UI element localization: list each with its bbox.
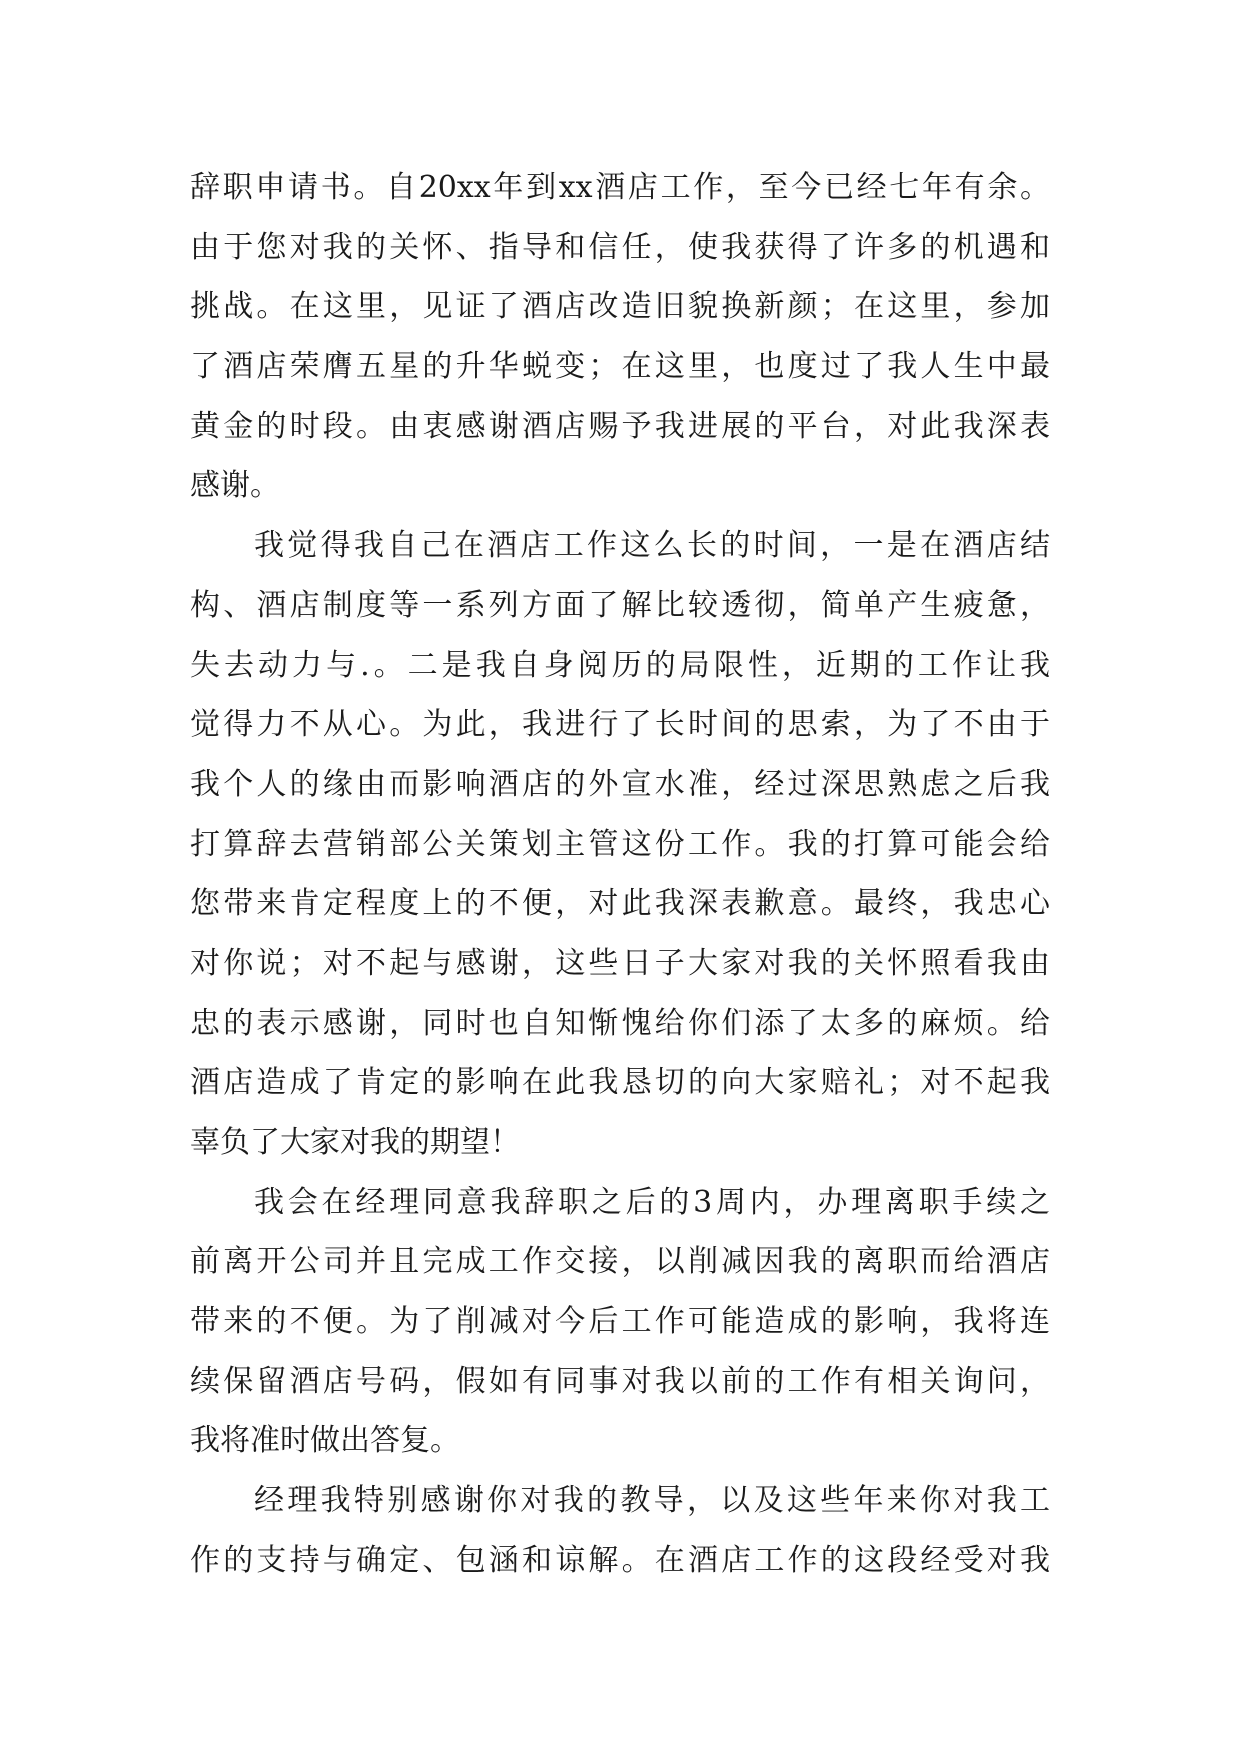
text-line: 由于您对我的关怀、指导和信任，使我获得了许多的机遇和 — [190, 229, 1050, 265]
text-line: 我将准时做出答复。 — [190, 1423, 460, 1459]
text-line: 我个人的缘由而影响酒店的外宣水准，经过深思熟虑之后我 — [190, 766, 1050, 802]
text-line: 挑战。在这里，见证了酒店改造旧貌换新颜；在这里，参加 — [190, 289, 1050, 325]
text-line: 带来的不便。为了削减对今后工作可能造成的影响，我将连 — [190, 1304, 1050, 1340]
text-line: 辞职申请书。自20xx年到xx酒店工作，至今已经七年有余。 — [190, 170, 1050, 205]
text-line: 感谢。 — [190, 468, 280, 504]
text-line: 觉得力不从心。为此，我进行了长时间的思索，为了不由于 — [190, 707, 1050, 743]
text-line: 忠的表示感谢，同时也自知惭愧给你们添了太多的麻烦。给 — [190, 1005, 1050, 1041]
text-line: 了酒店荣膺五星的升华蜕变；在这里，也度过了我人生中最 — [190, 349, 1050, 385]
text-line: 对你说；对不起与感谢，这些日子大家对我的关怀照看我由 — [190, 945, 1050, 981]
text-line: 辜负了大家对我的期望！ — [190, 1125, 520, 1160]
text-line: 酒店造成了肯定的影响在此我恳切的向大家赔礼；对不起我 — [190, 1065, 1050, 1101]
paragraph-first-line: 我会在经理同意我辞职之后的3周内，办理离职手续之 — [254, 1184, 1050, 1220]
text-line: 黄金的时段。由衷感谢酒店赐予我进展的平台，对此我深表 — [190, 408, 1050, 444]
text-line: 前离开公司并且完成工作交接，以削减因我的离职而给酒店 — [190, 1244, 1050, 1280]
paragraph-first-line: 我觉得我自己在酒店工作这么长的时间，一是在酒店结 — [254, 528, 1050, 564]
document-body — [190, 158, 1050, 1591]
text-line: 失去动力与.。二是我自身阅历的局限性，近期的工作让我 — [190, 647, 1050, 683]
text-line: 打算辞去营销部公关策划主管这份工作。我的打算可能会给 — [190, 826, 1050, 862]
text-line: 您带来肯定程度上的不便，对此我深表歉意。最终，我忠心 — [190, 886, 1050, 922]
paragraph-first-line: 经理我特别感谢你对我的教导，以及这些年来你对我工 — [254, 1483, 1050, 1519]
text-line: 作的支持与确定、包涵和谅解。在酒店工作的这段经受对我 — [190, 1542, 1050, 1578]
text-line: 续保留酒店号码，假如有同事对我以前的工作有相关询问， — [190, 1363, 1050, 1399]
text-line: 构、酒店制度等一系列方面了解比较透彻，简单产生疲惫， — [190, 587, 1050, 623]
